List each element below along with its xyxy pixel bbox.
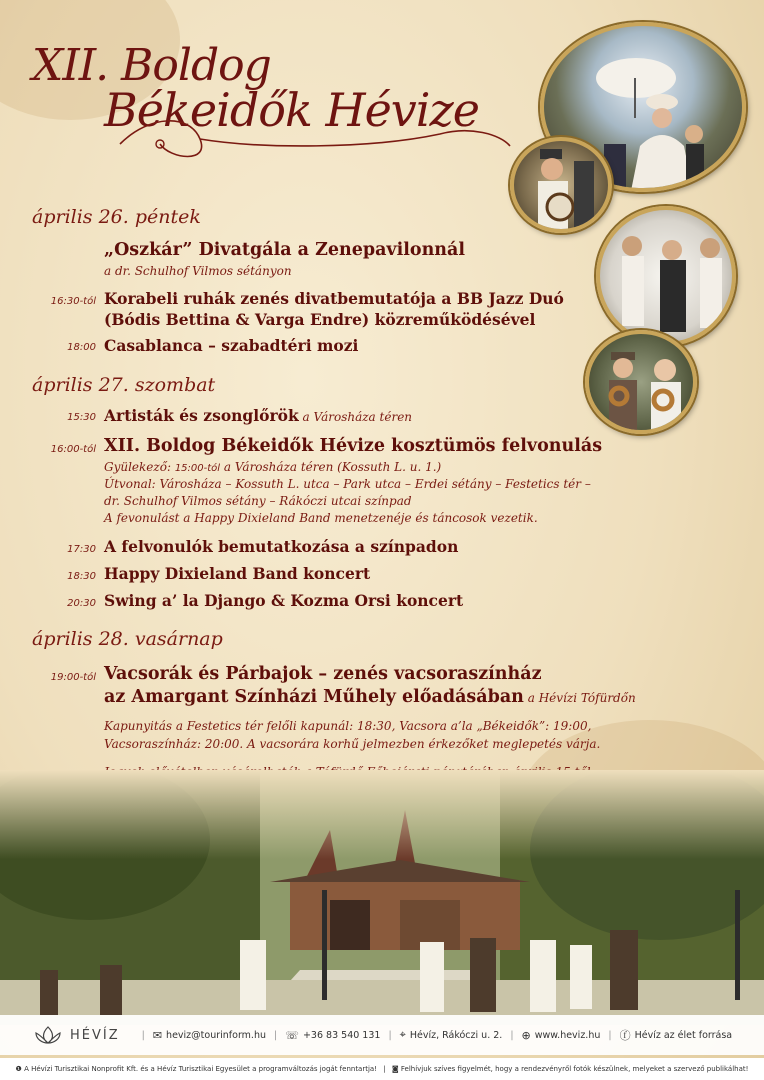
event-title: Artisták és zsonglőrök xyxy=(104,406,299,425)
event-title: Swing a’ la Django & Kozma Orsi koncert xyxy=(104,591,464,610)
event-title-cont: az Amargant Színházi Műhely előadásában xyxy=(104,687,524,707)
divider: | xyxy=(141,1029,145,1041)
photo-children-pretzels xyxy=(585,330,697,434)
event-time: 15:30 xyxy=(67,412,96,423)
event-title-cont: (Bódis Bettina & Varga Endre) közreműködésével xyxy=(104,310,536,329)
title-flourish xyxy=(110,104,530,164)
facebook-link[interactable]: Hévíz az élet forrása xyxy=(634,1029,733,1041)
phone-icon: ☏ xyxy=(285,1028,299,1042)
event-time: 16:30-tól xyxy=(50,296,96,307)
camera-icon: ◙ xyxy=(391,1065,401,1073)
divider: | xyxy=(383,1065,386,1073)
event-route-cont: dr. Schulhof Vilmos sétány – Rákóczi utcai színpad xyxy=(104,494,412,508)
event-note: A fevonulást a Happy Dixieland Band menetzenéje és táncosok vezetik. xyxy=(104,511,538,525)
heviz-logo xyxy=(32,1025,120,1045)
address: Hévíz, Rákóczi u. 2. xyxy=(409,1029,503,1041)
day-heading-saturday: április 27. szombat xyxy=(32,374,216,396)
event-title: A felvonulók bemutatkozása a színpadon xyxy=(104,537,459,556)
event-time: 16:00-tól xyxy=(50,444,96,455)
website-link[interactable]: www.heviz.hu xyxy=(534,1029,601,1041)
event-title: Vacsorák és Párbajok – zenés vacsoraszínház xyxy=(104,664,542,684)
info-icon: ❶ xyxy=(15,1065,25,1073)
photo-banjo-player xyxy=(510,137,612,233)
email-link[interactable]: heviz@tourinform.hu xyxy=(166,1029,266,1041)
day-heading-sunday: április 28. vasárnap xyxy=(32,628,223,650)
historic-bath-illustration xyxy=(0,770,764,1025)
photo-notice: Felhívjuk szíves figyelmét, hogy a rendezvényről fotók készülnek, melyeket a szervező publikálhat! xyxy=(400,1065,749,1073)
gathering-time: 15:00-tól xyxy=(174,463,221,474)
event-title: „Oszkár” Divatgála a Zenepavilonnál xyxy=(104,240,465,260)
event-location: a Városháza téren xyxy=(298,410,413,424)
event-title: Korabeli ruhák zenés divatbemutatója a BB Jazz Duó xyxy=(104,289,564,308)
event-title: XII. Boldog Békeidők Hévize kosztümös felvonulás xyxy=(104,436,603,456)
divider: | xyxy=(510,1029,514,1041)
event-time: 18:30 xyxy=(67,571,96,582)
event-title-row xyxy=(104,406,412,425)
event-location: a Hévízi Tófürdőn xyxy=(523,691,636,705)
contact-footer xyxy=(0,1015,764,1055)
gathering-label: Gyülekező: xyxy=(104,460,175,474)
event-info-cont: Vacsoraszínház: 20:00. A vacsorára korhű jelmezben érkezőket meglepetés várja. xyxy=(104,737,601,751)
event-time: 18:00 xyxy=(67,342,96,353)
title-line-1: XII. Boldog xyxy=(32,40,271,91)
disclaimer-text: A Hévízi Turisztikai Nonprofit Kft. és a Hévíz Turisztikai Egyesület a programváltozás jogát fenntartja! xyxy=(24,1065,378,1073)
event-location: a dr. Schulhof Vilmos sétányon xyxy=(104,264,292,278)
day-heading-friday: április 26. péntek xyxy=(32,206,201,228)
event-title-row xyxy=(104,687,636,707)
event-gathering xyxy=(104,460,441,474)
brand-name: HÉVÍZ xyxy=(70,1027,120,1043)
divider: | xyxy=(388,1029,392,1041)
event-title: Casablanca – szabadtéri mozi xyxy=(104,336,359,355)
gathering-place: a Városháza téren (Kossuth L. u. 1.) xyxy=(220,460,442,474)
title-line-2: Békeidők Hévize xyxy=(104,83,479,137)
event-info: Kapunyitás a Festetics tér felőli kapunál: 18:30, Vacsora a’la „Békeidők”: 19:00, xyxy=(104,719,592,733)
event-time: 19:00-tól xyxy=(50,672,96,683)
lotus-logo-icon xyxy=(32,1025,64,1045)
event-route: Útvonal: Városháza – Kossuth L. utca – Park utca – Erdei sétány – Festetics tér – xyxy=(104,477,591,491)
globe-icon: ⊕ xyxy=(521,1028,531,1042)
pin-icon: ⌖ xyxy=(399,1028,406,1041)
event-time: 17:30 xyxy=(67,544,96,555)
event-title: Happy Dixieland Band koncert xyxy=(104,564,371,583)
event-time: 20:30 xyxy=(67,598,96,609)
phone-number[interactable]: +36 83 540 131 xyxy=(302,1029,381,1041)
facebook-icon: ⓕ xyxy=(619,1029,631,1042)
photo-dancers xyxy=(596,206,736,346)
divider: | xyxy=(608,1029,612,1041)
disclaimer xyxy=(0,1058,764,1080)
envelope-icon: ✉ xyxy=(152,1028,163,1042)
divider: | xyxy=(274,1029,278,1041)
